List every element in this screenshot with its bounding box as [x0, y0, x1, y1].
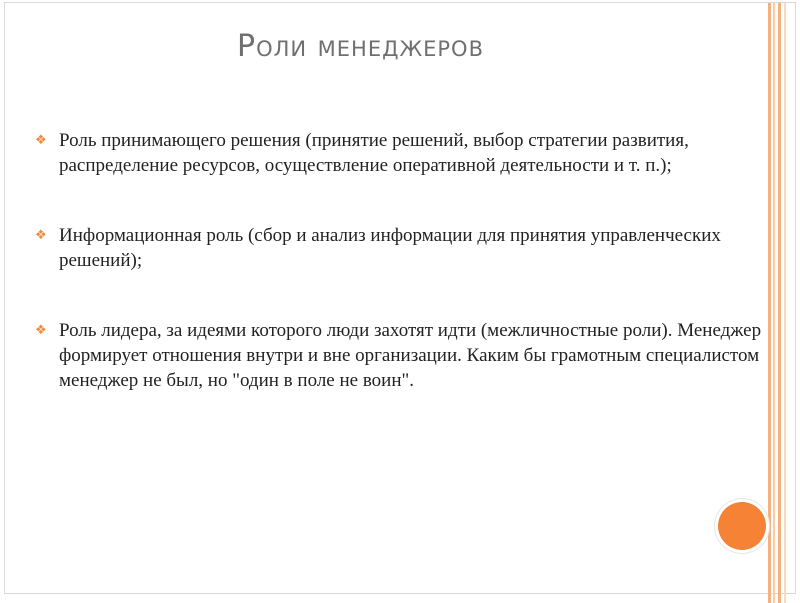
- decorative-stripe: [773, 3, 775, 603]
- list-item-text: Роль принимающего решения (принятие решений, выбор стратегии развития, распределение ресурсов, осуществление оперативной деятельности и т. п.);: [59, 130, 689, 176]
- diamond-bullet-icon: ❖: [35, 133, 47, 148]
- list-item: [35, 318, 770, 393]
- list-item-text: Информационная роль (сбор и анализ информации для принятия управленческих решений);: [59, 225, 721, 271]
- diamond-bullet-icon: ❖: [35, 323, 47, 338]
- list-item: [35, 223, 770, 273]
- decorative-stripe: [778, 3, 781, 603]
- list-item: [35, 128, 770, 178]
- decorative-circle-icon: [718, 502, 766, 550]
- slide-title: Роли менеджеров: [237, 29, 484, 64]
- diamond-bullet-icon: ❖: [35, 228, 47, 243]
- slide: [4, 2, 796, 594]
- decorative-stripe: [784, 3, 786, 603]
- bullet-list: [35, 128, 770, 438]
- list-item-text: Роль лидера, за идеями которого люди захотят идти (межличностные роли). Менеджер формирует отношения внутри и вне организации. Каким бы грамотным специалистом менеджер не был, но "один в поле не воин".: [59, 320, 762, 391]
